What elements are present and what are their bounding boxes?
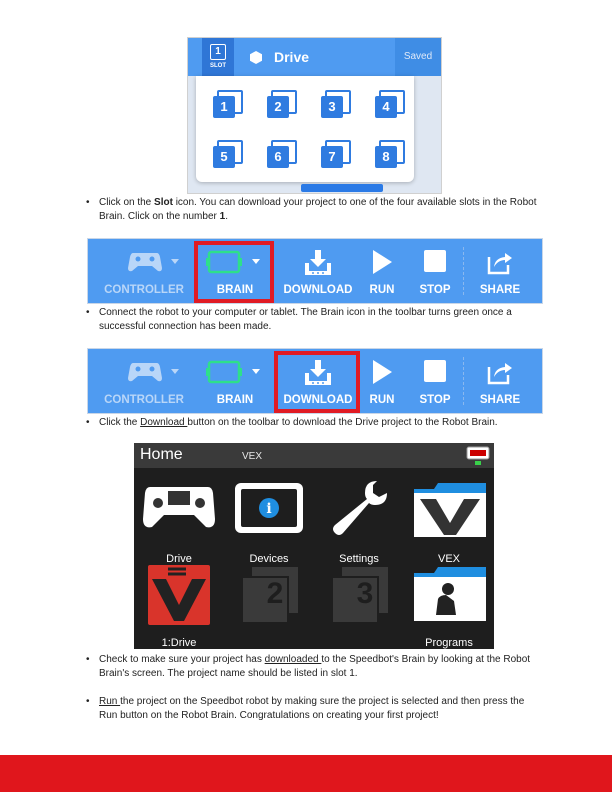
program-1-tile[interactable] <box>136 561 222 649</box>
toolbar-separator <box>463 247 464 295</box>
footer-bar <box>0 755 612 792</box>
wrench-icon <box>329 479 389 537</box>
slot-option-2[interactable]: 2 <box>267 90 295 118</box>
run-label: RUN <box>369 394 395 406</box>
project-name[interactable]: Drive <box>274 49 310 65</box>
program-v-icon <box>148 565 210 625</box>
controller-label: CONTROLLER <box>104 394 184 406</box>
share-icon <box>486 359 514 385</box>
tile-label: Programs <box>425 637 473 649</box>
highlight-box <box>194 241 274 303</box>
slot-number: 2 <box>266 577 284 610</box>
share-button[interactable] <box>474 349 526 413</box>
project-hexagon-icon <box>250 51 262 64</box>
play-icon <box>371 249 393 275</box>
tile-label: Settings <box>339 553 379 565</box>
run-button[interactable] <box>364 239 400 303</box>
slot-number: 3 <box>356 577 374 610</box>
drive-tile[interactable] <box>136 477 222 565</box>
tile-label: 1:Drive <box>161 637 197 649</box>
step-4: • Check to make sure your project has downloaded to the Speedbot's Brain by looking at the Robot Brain's screen. The project name should be listed in slot 1. <box>86 654 531 679</box>
download-icon <box>303 249 333 277</box>
slot-number: 1 <box>210 44 226 60</box>
brain-home-title: Home <box>140 446 183 463</box>
brain-brand: VEX <box>242 451 263 462</box>
slot-option-5[interactable]: 5 <box>213 140 241 168</box>
stop-button[interactable] <box>414 349 456 413</box>
battery-icon <box>466 446 490 466</box>
programs-tile[interactable] <box>406 561 492 649</box>
slot-option-3[interactable]: 3 <box>321 90 349 118</box>
share-label: SHARE <box>479 284 521 296</box>
controller-label: CONTROLLER <box>104 284 184 296</box>
brain-device-icon <box>232 481 306 535</box>
devices-tile[interactable] <box>226 477 312 565</box>
controller-icon <box>127 359 181 385</box>
run-link[interactable]: Run <box>99 696 121 707</box>
slot-option-8[interactable]: 8 <box>375 140 403 168</box>
step-2: • Connect the robot to your computer or tablet. The Brain icon in the toolbar turns green once a successful connection has been made. <box>86 307 512 332</box>
share-label: SHARE <box>479 394 521 406</box>
svg-text:i: i <box>266 501 272 517</box>
step-3: • Click the Download button on the toolbar to download the Drive project to the Robot Brain. <box>86 417 498 428</box>
slot-picker-screenshot <box>187 37 442 194</box>
vex-folder-icon <box>412 479 488 539</box>
brain-label: BRAIN <box>216 284 254 296</box>
stop-icon <box>423 359 447 383</box>
settings-tile[interactable] <box>316 477 402 565</box>
run-button[interactable] <box>364 349 400 413</box>
workspace-block <box>301 184 383 192</box>
download-label: DOWNLOAD <box>283 284 353 296</box>
programs-folder-icon <box>412 563 488 623</box>
slot-label: SLOT <box>210 63 226 69</box>
download-link[interactable]: Download <box>140 417 188 428</box>
stop-label: STOP <box>419 284 451 296</box>
step-1: • Click on the Slot icon. You can download your project to one of the four available slots in the Robot Brain. Click on the number 1. <box>86 197 537 222</box>
brain-icon <box>206 359 264 385</box>
share-icon <box>486 249 514 275</box>
stop-button[interactable] <box>414 239 456 303</box>
slot-option-6[interactable]: 6 <box>267 140 295 168</box>
controller-icon <box>127 249 181 275</box>
slot-option-7[interactable]: 7 <box>321 140 349 168</box>
controller-button[interactable] <box>98 239 190 303</box>
highlight-box <box>274 351 360 413</box>
controller-button[interactable] <box>98 349 190 413</box>
share-button[interactable] <box>474 239 526 303</box>
save-status: Saved <box>395 38 441 76</box>
step-5: • Run the project on the Speedbot robot by making sure the project is selected and then press the Run button on the Robot Brain. Congratulations on creating your first project! <box>86 696 525 721</box>
slot-dropdown <box>196 76 414 182</box>
brain-button[interactable] <box>196 349 274 413</box>
run-label: RUN <box>369 284 395 296</box>
brain-screen-screenshot <box>134 443 494 649</box>
stop-label: STOP <box>419 394 451 406</box>
toolbar-screenshot-download <box>87 348 543 414</box>
brain-label: BRAIN <box>216 394 254 406</box>
toolbar-screenshot-brain <box>87 238 543 304</box>
vex-tile[interactable] <box>406 477 492 565</box>
tile-label: VEX <box>437 553 460 565</box>
program-2-tile[interactable] <box>226 561 312 649</box>
gamepad-icon <box>142 481 216 533</box>
program-3-tile[interactable] <box>316 561 402 649</box>
tile-label: Drive <box>166 553 192 565</box>
brain-header <box>134 443 494 468</box>
toolbar-separator <box>463 357 464 405</box>
downloaded-link[interactable]: downloaded <box>264 654 322 665</box>
stop-icon <box>423 249 447 273</box>
slot-option-1[interactable]: 1 <box>213 90 241 118</box>
play-icon <box>371 359 393 385</box>
slot-option-4[interactable]: 4 <box>375 90 403 118</box>
slot-button[interactable] <box>202 38 234 76</box>
download-button[interactable] <box>276 239 360 303</box>
tile-label: Devices <box>249 553 289 565</box>
download-label: DOWNLOAD <box>283 394 353 406</box>
